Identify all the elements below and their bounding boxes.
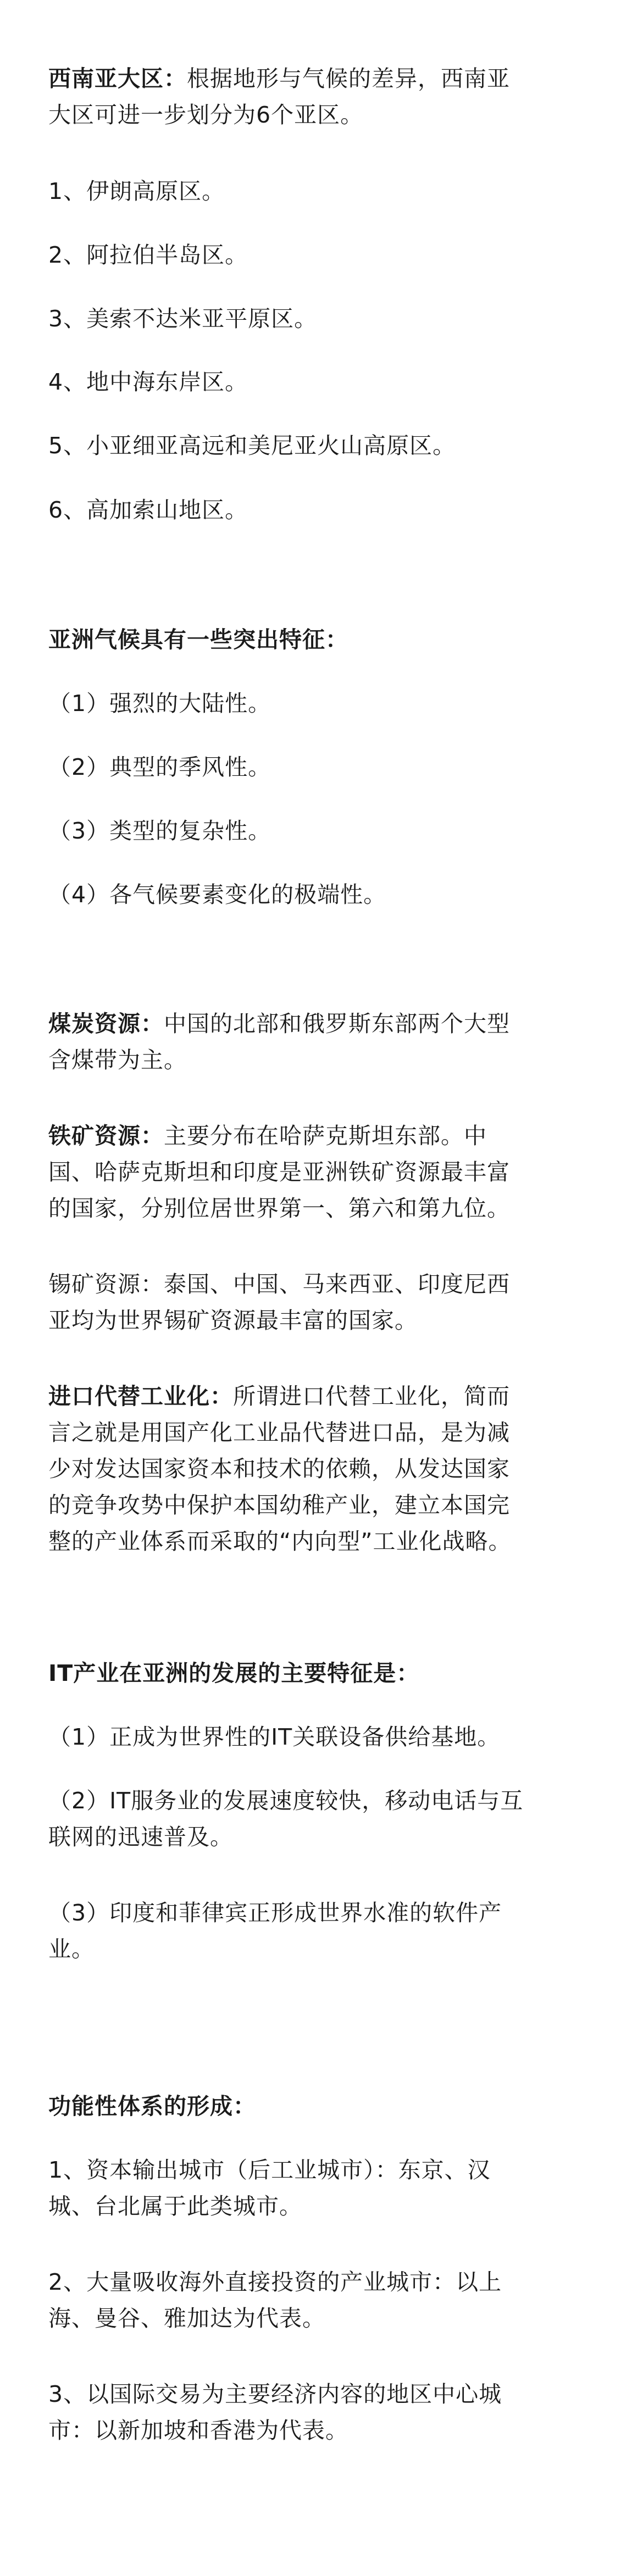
list-item: 4、地中海东岸区。	[48, 369, 248, 395]
list-item: （3）类型的复杂性。	[48, 818, 271, 844]
list-item: 2、阿拉伯半岛区。	[48, 242, 248, 268]
list-item: 6、高加索山地区。	[48, 497, 248, 523]
paragraph-line: 海、曼谷、雅加达为代表。	[48, 2305, 325, 2331]
paragraph-iron	[48, 1118, 595, 1226]
paragraph-line: 市：以新加坡和香港为代表。	[48, 2417, 348, 2444]
paragraph-line: 亚均为世界锡矿资源最丰富的国家。	[48, 1307, 418, 1334]
paragraph-line: 的竞争攻势中保护本国幼稚产业，建立本国完	[48, 1492, 510, 1518]
list-item	[48, 2152, 595, 2224]
paragraph-line: 3、以国际交易为主要经济内容的地区中心城	[48, 2381, 502, 2407]
paragraph-line	[48, 60, 595, 97]
paragraph-coal	[48, 1006, 595, 1078]
paragraph-line: 城、台北属于此类城市。	[48, 2193, 302, 2219]
paragraph-text: 主要分布在哈萨克斯坦东部。中	[164, 1123, 487, 1149]
paragraph-line: 国、哈萨克斯坦和印度是亚洲铁矿资源最丰富	[48, 1159, 510, 1185]
list-item: 3、美索不达米亚平原区。	[48, 306, 318, 332]
list-item: （1）正成为世界性的IT关联设备供给基地。	[48, 1724, 501, 1750]
paragraph-text: 根据地形与气候的差异，西南亚	[187, 65, 510, 92]
term-label: 煤炭资源：	[48, 1011, 164, 1037]
paragraph-text: 中国的北部和俄罗斯东部两个大型	[164, 1011, 510, 1037]
list-item: 1、伊朗高原区。	[48, 178, 225, 204]
paragraph-line: （3）印度和菲律宾正形成世界水准的软件产	[48, 1900, 502, 1926]
list-item	[48, 2264, 595, 2336]
term-label: 进口代替工业化：	[48, 1383, 233, 1409]
section-heading-climate: 亚洲气候具有一些突出特征：	[48, 626, 348, 653]
section-heading-it-industry: IT产业在亚洲的发展的主要特征是：	[48, 1660, 420, 1686]
section-heading-functional-system: 功能性体系的形成：	[48, 2093, 256, 2119]
list-item	[48, 2376, 595, 2449]
paragraph-line: 少对发达国家资本和技术的依赖，从发达国家	[48, 1456, 510, 1482]
section-southwest-asia-intro	[48, 60, 595, 133]
list-item	[48, 1783, 595, 1855]
paragraph-line: 1、资本输出城市（后工业城市）：东京、汉	[48, 2157, 491, 2183]
paragraph-line	[48, 1118, 595, 1154]
paragraph-line: 大区可进一步划分为6个亚区。	[48, 102, 364, 128]
paragraph-line: 业。	[48, 1936, 95, 1962]
paragraph-line	[48, 1378, 595, 1414]
paragraph-text: 所谓进口代替工业化，简而	[233, 1383, 510, 1409]
paragraph-import-substitution	[48, 1378, 595, 1559]
list-item: （1）强烈的大陆性。	[48, 690, 271, 717]
list-item: （4）各气候要素变化的极端性。	[48, 881, 387, 908]
term-label: 铁矿资源：	[48, 1123, 164, 1149]
paragraph-line: 2、大量吸收海外直接投资的产业城市：以上	[48, 2269, 502, 2295]
list-item	[48, 1895, 595, 1967]
paragraph-tin	[48, 1266, 595, 1339]
paragraph-line: 的国家，分别位居世界第一、第六和第九位。	[48, 1195, 510, 1222]
paragraph-line: 锡矿资源：泰国、中国、马来西亚、印度尼西	[48, 1271, 510, 1297]
paragraph-line	[48, 1006, 595, 1042]
paragraph-line: 联网的迅速普及。	[48, 1824, 233, 1850]
paragraph-line: 言之就是用国产化工业品代替进口品，是为减	[48, 1419, 510, 1446]
paragraph-line: （2）IT服务业的发展速度较快，移动电话与互	[48, 1787, 524, 1814]
list-item: 5、小亚细亚高远和美尼亚火山高原区。	[48, 432, 456, 459]
paragraph-line: 整的产业体系而采取的“内向型”工业化战略。	[48, 1528, 512, 1555]
list-item: （2）典型的季风性。	[48, 754, 271, 780]
paragraph-line: 含煤带为主。	[48, 1047, 187, 1073]
term-label: 西南亚大区：	[48, 65, 187, 92]
